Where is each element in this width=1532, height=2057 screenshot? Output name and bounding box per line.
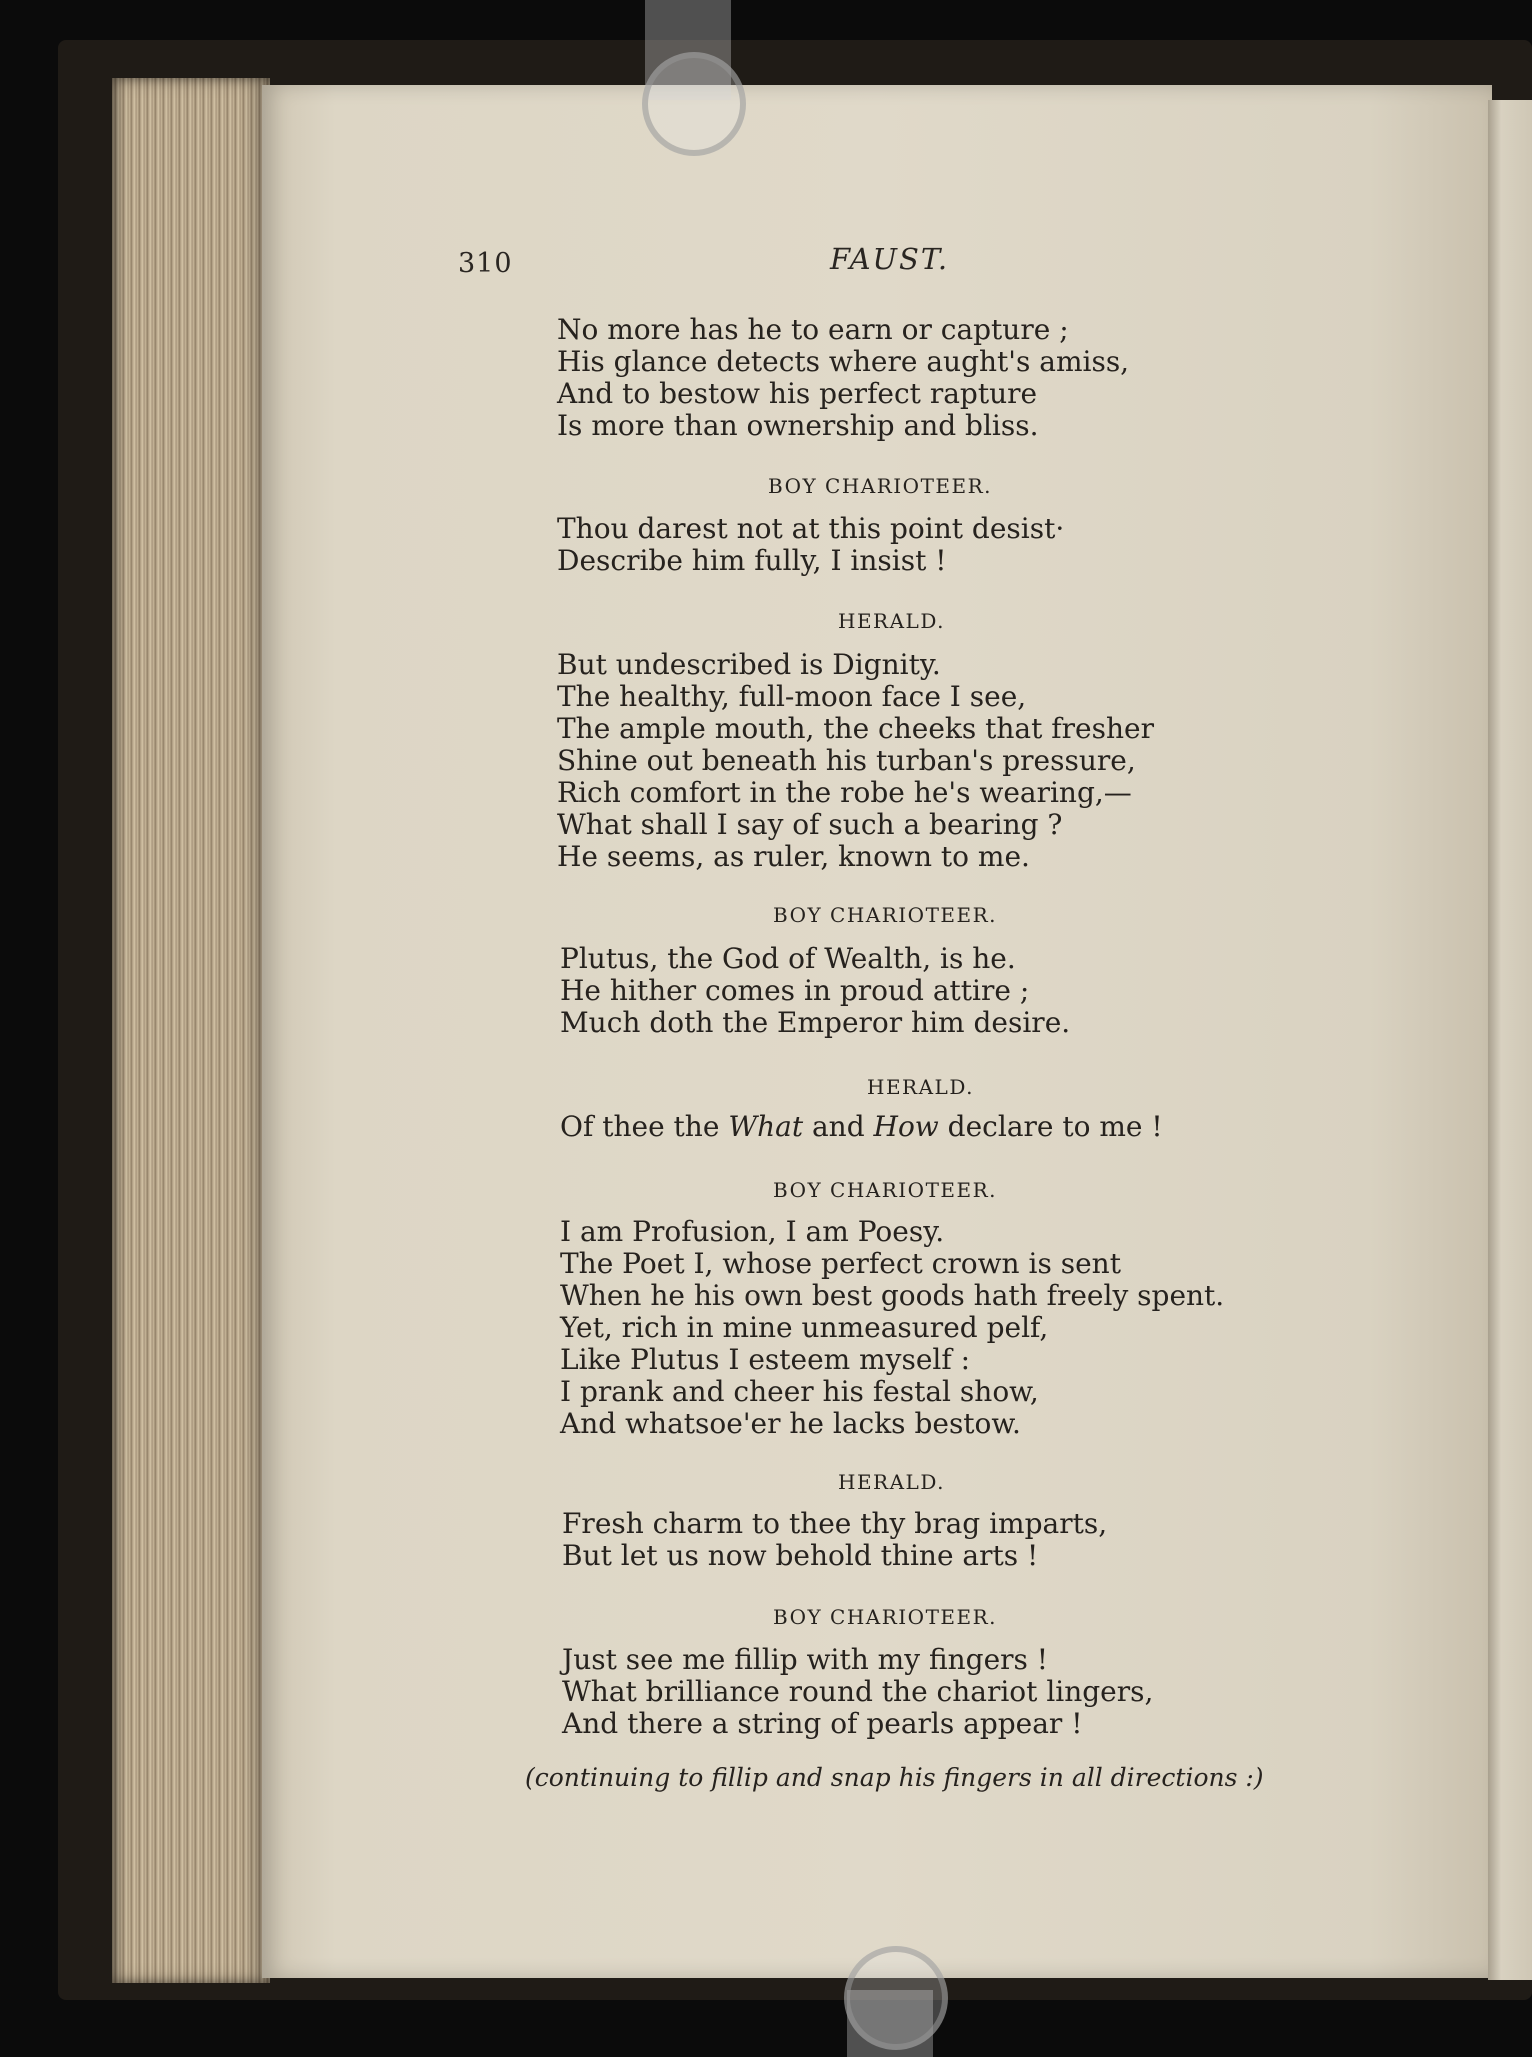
speaker-name: HERALD.	[867, 1075, 975, 1099]
verse-text: Of thee the	[560, 1110, 729, 1143]
verse-line: Shine out beneath his turban's pressure,	[557, 744, 1136, 777]
verse-line: He hither comes in proud attire ;	[560, 974, 1030, 1007]
page-number: 310	[458, 248, 513, 279]
verse-line: Like Plutus I esteem myself :	[560, 1343, 971, 1376]
verse-line: What shall I say of such a bearing ?	[557, 808, 1063, 841]
facing-page-edge	[1488, 100, 1532, 1980]
italic-word: What	[728, 1110, 804, 1143]
verse-line: Rich comfort in the robe he's wearing,—	[557, 776, 1132, 809]
verse-line: No more has he to earn or capture ;	[557, 313, 1069, 346]
verse-line: Much doth the Emperor him desire.	[560, 1006, 1071, 1039]
verse-line: He seems, as ruler, known to me.	[557, 840, 1030, 873]
verse-line: Just see me fillip with my fingers !	[562, 1643, 1049, 1676]
verse-line: And whatsoe'er he lacks bestow.	[560, 1407, 1021, 1440]
speaker-name: BOY CHARIOTEER.	[773, 1605, 998, 1629]
speaker-name: HERALD.	[838, 1470, 946, 1494]
verse-text: and	[803, 1110, 874, 1143]
verse-line: But let us now behold thine arts !	[562, 1539, 1039, 1572]
verse-line: Fresh charm to thee thy brag imparts,	[562, 1507, 1108, 1540]
verse-line: His glance detects where aught's amiss,	[557, 345, 1130, 378]
verse-line: But undescribed is Dignity.	[557, 648, 941, 681]
verse-line: Plutus, the God of Wealth, is he.	[560, 942, 1016, 975]
speaker-name: HERALD.	[838, 609, 946, 633]
verse-line: Thou darest not at this point desist·	[557, 512, 1065, 545]
speaker-name: BOY CHARIOTEER.	[773, 903, 998, 927]
verse-text: declare to me !	[938, 1110, 1163, 1143]
speaker-name: BOY CHARIOTEER.	[773, 1178, 998, 1202]
page-edges	[112, 78, 270, 1983]
bottom-page-clip	[844, 1946, 948, 2050]
verse-line: The healthy, full-moon face I see,	[557, 680, 1027, 713]
verse-line: Yet, rich in mine unmeasured pelf,	[560, 1311, 1049, 1344]
italic-word: How	[873, 1110, 939, 1143]
verse-line: I prank and cheer his festal show,	[560, 1375, 1039, 1408]
verse-line: I am Profusion, I am Poesy.	[560, 1215, 945, 1248]
verse-line: Describe him fully, I insist !	[557, 544, 947, 577]
verse-line: Is more than ownership and bliss.	[557, 409, 1039, 442]
running-title: FAUST.	[830, 242, 950, 276]
verse-line: What brilliance round the chariot lingers,	[562, 1675, 1154, 1708]
stage-direction: (continuing to fillip and snap his fingers in all directions :)	[525, 1763, 1264, 1792]
verse-line: And to bestow his perfect rapture	[557, 377, 1038, 410]
speaker-name: BOY CHARIOTEER.	[768, 474, 993, 498]
verse-line: The Poet I, whose perfect crown is sent	[560, 1247, 1121, 1280]
verse-line	[560, 1110, 1163, 1143]
verse-line: And there a string of pearls appear !	[562, 1707, 1083, 1740]
verse-line: The ample mouth, the cheeks that fresher	[557, 712, 1154, 745]
verse-line: When he his own best goods hath freely spent.	[560, 1279, 1225, 1312]
top-page-clip	[642, 52, 746, 156]
